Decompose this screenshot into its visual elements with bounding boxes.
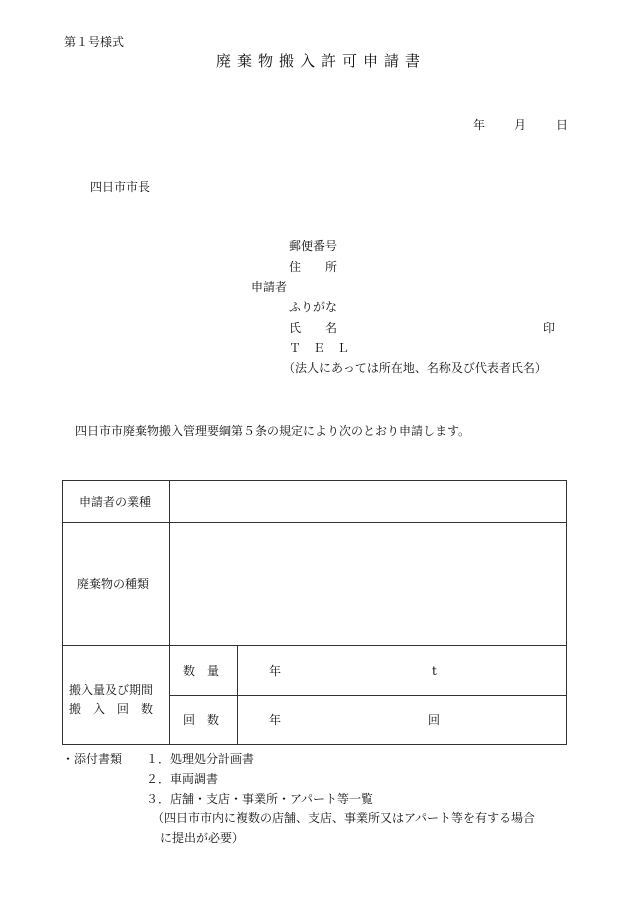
date-month-label: 月 [514, 118, 527, 132]
count-unit-label: 回 [428, 713, 441, 727]
quantity-year-label: 年 [269, 664, 282, 678]
form-number: 第１号様式 [64, 35, 125, 49]
business-type-field[interactable] [170, 481, 567, 522]
quantity-unit-label: t [432, 664, 437, 678]
business-type-label: 申請者の業種 [79, 495, 152, 509]
furigana-label: ふりがな [289, 300, 338, 314]
count-label: 回 数 [183, 713, 220, 727]
document-title: 廃棄物搬入許可申請書 [215, 52, 426, 70]
application-table [62, 480, 567, 745]
attachment-item: １．処理処分計画書 [146, 752, 255, 766]
attachment-note: （四日市市内に複数の店舗、支店、事業所又はアパート等を有する場合 [152, 811, 536, 825]
quantity-label: 数 量 [183, 664, 220, 678]
applicant-label: 申請者 [251, 280, 288, 294]
tel-label: Ｔ Ｅ Ｌ [289, 341, 350, 355]
attachments-label: ・添付書類 [62, 752, 123, 766]
addressee: 四日市市長 [90, 180, 151, 194]
address-label: 住 所 [289, 260, 338, 274]
seal-mark: 印 [543, 321, 556, 335]
date-day-label: 日 [556, 118, 569, 132]
volume-period-label: 搬入量及び期間 [69, 683, 154, 697]
count-field[interactable] [238, 696, 567, 745]
quantity-field[interactable] [238, 646, 567, 695]
attachment-item: ３．店舗・支店・事業所・アパート等一覧 [146, 792, 374, 806]
delivery-count-label: 搬 入 回 数 [69, 702, 154, 716]
name-label: 氏 名 [289, 321, 338, 335]
date-year-label: 年 [473, 118, 486, 132]
waste-type-label: 廃棄物の種類 [77, 577, 150, 591]
count-year-label: 年 [269, 713, 282, 727]
request-statement: 四日市市廃棄物搬入管理要綱第５条の規定により次のとおり申請します。 [75, 424, 471, 438]
waste-type-field[interactable] [170, 523, 567, 645]
attachment-item: ２．車両調書 [146, 772, 219, 786]
corporate-note: （法人にあっては所在地、名称及び代表者氏名） [283, 361, 547, 375]
attachment-note: に提出が必要） [160, 831, 245, 845]
postal-code-label: 郵便番号 [289, 239, 338, 253]
